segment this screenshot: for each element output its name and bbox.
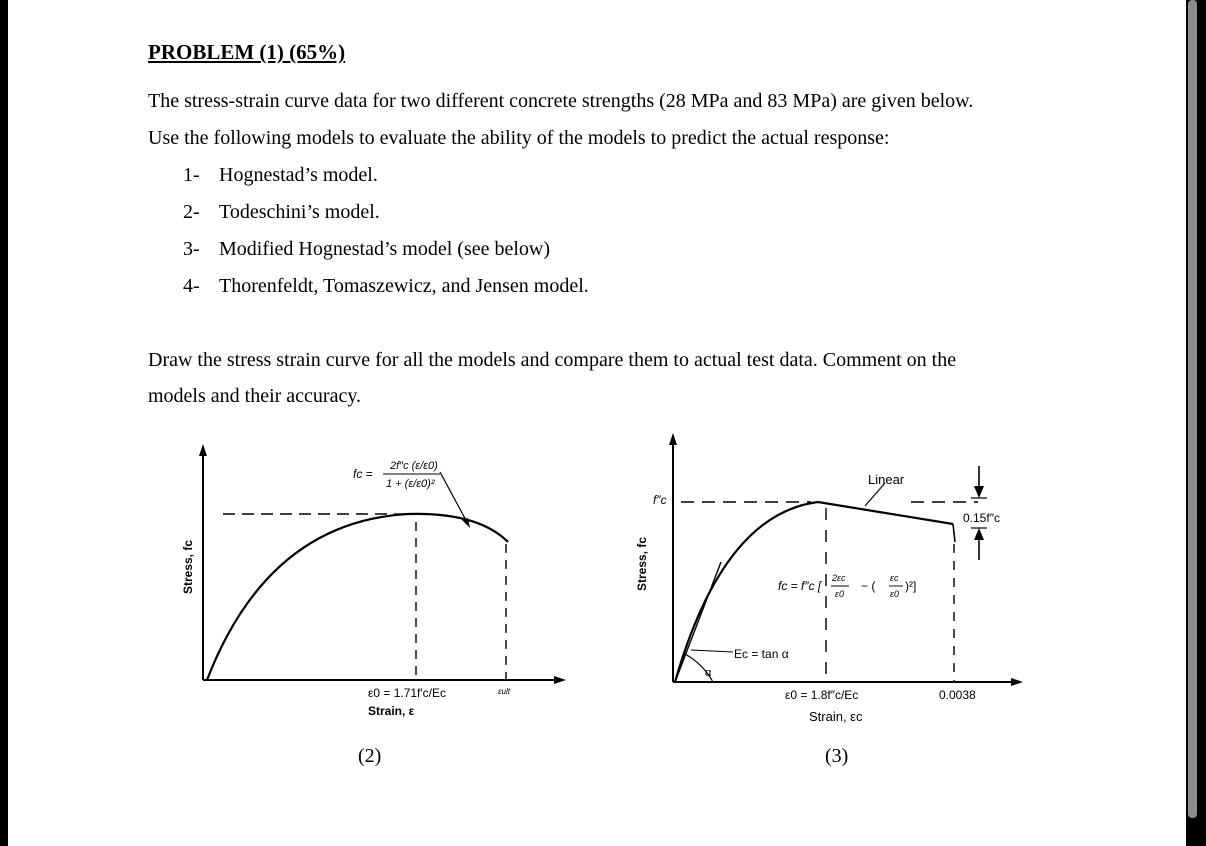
equation-lhs: fc = — [353, 467, 373, 481]
drop-arrow-bottom-head — [974, 528, 984, 540]
problem-title: PROBLEM (1) (65%) — [148, 40, 346, 64]
y-axis-label: Stress, fc — [635, 536, 649, 592]
alpha-label: α — [705, 667, 712, 679]
model-number: 1- — [183, 164, 200, 186]
equation-denominator: 1 + (ε/ε0)² — [386, 478, 435, 490]
instruction-line-2: models and their accuracy. — [148, 385, 362, 407]
linear-label: Linear — [868, 472, 905, 487]
intro-line-2: Use the following models to evaluate the ability of the models to predict the actual response: — [148, 127, 890, 149]
ec-pointer — [691, 650, 733, 652]
tangent-line — [675, 562, 721, 682]
peak-stress-label: f″c — [653, 493, 667, 507]
model-number: 3- — [183, 238, 200, 260]
stress-strain-curve — [207, 514, 508, 680]
x-axis-arrow — [1011, 678, 1023, 686]
intro-line-1: The stress-strain curve data for two different concrete strengths (28 MPa and 83 MPa) are given below. — [148, 90, 974, 112]
ec-label: Ec = tan α — [734, 647, 789, 661]
y-axis-label: Stress, fc — [181, 539, 195, 595]
drop-arrow-top-head — [974, 486, 984, 498]
figure-3-modified-hognestad — [613, 424, 1033, 734]
eq-frac2-num: εc — [890, 573, 899, 583]
linear-descending-branch — [818, 502, 953, 524]
eq-tail: )²] — [905, 579, 917, 593]
instruction-line-1: Draw the stress strain curve for all the models and compare them to actual test data. Comment on the — [148, 349, 957, 371]
model-number: 2- — [183, 201, 200, 223]
document-page — [8, 0, 1186, 846]
x-axis-label: Strain, εc — [809, 709, 863, 724]
eq-frac1-num: 2εc — [832, 573, 846, 583]
eq-frac1-den: ε0 — [835, 589, 844, 599]
eq-minus: − ( — [861, 579, 876, 593]
model-text: Todeschini’s model. — [219, 201, 380, 223]
eult-label: εult — [498, 687, 510, 696]
eq-frac2-den: ε0 — [890, 589, 899, 599]
figure-2-caption: (2) — [358, 745, 382, 767]
drop-label: 0.15f″c — [963, 511, 1000, 525]
curve-end — [953, 524, 955, 542]
figure-3-caption: (3) — [825, 745, 849, 767]
model-text: Thorenfeldt, Tomaszewicz, and Jensen model. — [219, 275, 589, 297]
e0-label: ε0 = 1.71f′c/Ec — [368, 686, 446, 700]
x-axis-arrow — [554, 676, 566, 684]
equation-lhs: fc = f″c [ — [778, 579, 822, 593]
model-text: Hognestad’s model. — [219, 164, 378, 186]
ultimate-strain-label: 0.0038 — [939, 688, 976, 702]
x-axis-label: Strain, ε — [368, 704, 415, 718]
equation-numerator: 2f″c (ε/ε0) — [390, 460, 438, 472]
model-number: 4- — [183, 275, 200, 297]
vertical-scrollbar[interactable] — [1188, 0, 1197, 818]
e0-label: ε0 = 1.8f″c/Ec — [785, 688, 859, 702]
figure-2-hognestad — [168, 432, 573, 732]
y-axis-arrow — [669, 433, 677, 445]
y-axis-arrow — [199, 444, 207, 456]
model-text: Modified Hognestad’s model (see below) — [219, 238, 551, 260]
